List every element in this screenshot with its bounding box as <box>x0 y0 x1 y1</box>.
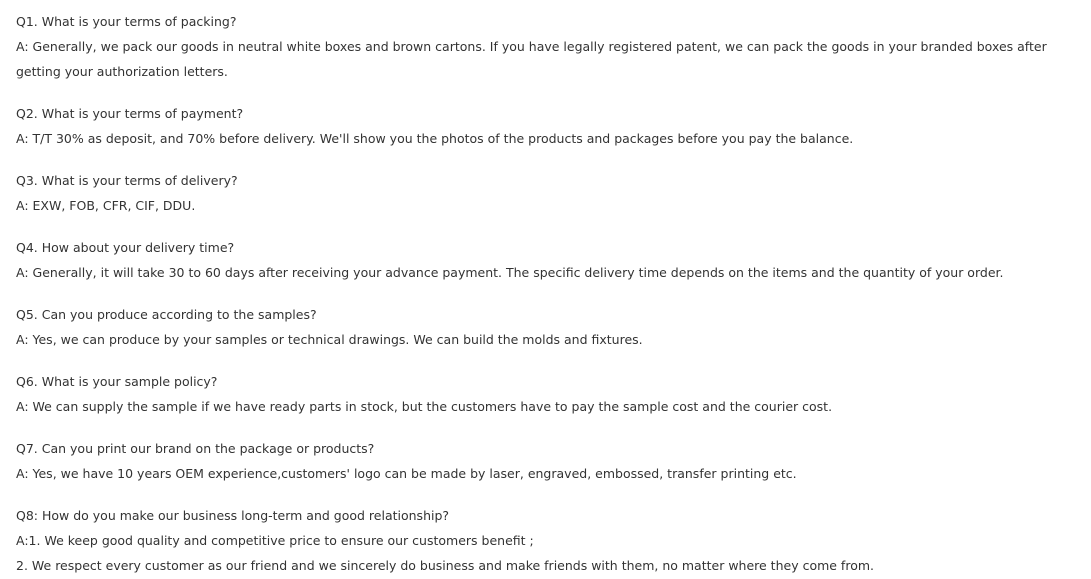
faq-answer: A: Yes, we can produce by your samples or technical drawings. We can build the molds and fixtures. <box>16 332 643 347</box>
faq-question: Q4. How about your delivery time? <box>16 240 235 255</box>
faq-answer: A: T/T 30% as deposit, and 70% before delivery. We'll show you the photos of the products and packages before you pay the balance. <box>16 131 854 146</box>
faq-item-q6 <box>16 369 1091 419</box>
faq-answer-continued: 2. We respect every customer as our friend and we sincerely do business and make friends with them, no matter where they come from. <box>16 558 874 573</box>
faq-answer: A:1. We keep good quality and competitive price to ensure our customers benefit ; <box>16 533 534 548</box>
faq-item-q3 <box>16 168 1091 218</box>
faq-question: Q7. Can you print our brand on the package or products? <box>16 441 375 456</box>
faq-answer: A: Generally, we pack our goods in neutral white boxes and brown cartons. If you have legally registered patent, we can pack the goods in your branded boxes after getting your authorization letters. <box>16 39 1047 79</box>
faq-item-q7 <box>16 436 1091 486</box>
faq-question: Q2. What is your terms of payment? <box>16 106 244 121</box>
faq-answer: A: Generally, it will take 30 to 60 days after receiving your advance payment. The specific delivery time depends on the items and the quantity of your order. <box>16 265 1004 280</box>
faq-question: Q8: How do you make our business long-term and good relationship? <box>16 508 450 523</box>
faq-question: Q1. What is your terms of packing? <box>16 14 237 29</box>
faq-question: Q3. What is your terms of delivery? <box>16 173 238 188</box>
faq-question: Q6. What is your sample policy? <box>16 374 218 389</box>
faq-item-q2 <box>16 101 1091 151</box>
faq-item-q1 <box>16 9 1091 84</box>
faq-item-q5 <box>16 302 1091 352</box>
faq-answer: A: Yes, we have 10 years OEM experience,customers' logo can be made by laser, engraved, embossed, transfer printing etc. <box>16 466 797 481</box>
faq-question: Q5. Can you produce according to the samples? <box>16 307 317 322</box>
faq-item-q8 <box>16 503 1091 578</box>
faq-answer: A: EXW, FOB, CFR, CIF, DDU. <box>16 198 196 213</box>
faq-answer: A: We can supply the sample if we have ready parts in stock, but the customers have to pay the sample cost and the courier cost. <box>16 399 833 414</box>
faq-item-q4 <box>16 235 1091 285</box>
